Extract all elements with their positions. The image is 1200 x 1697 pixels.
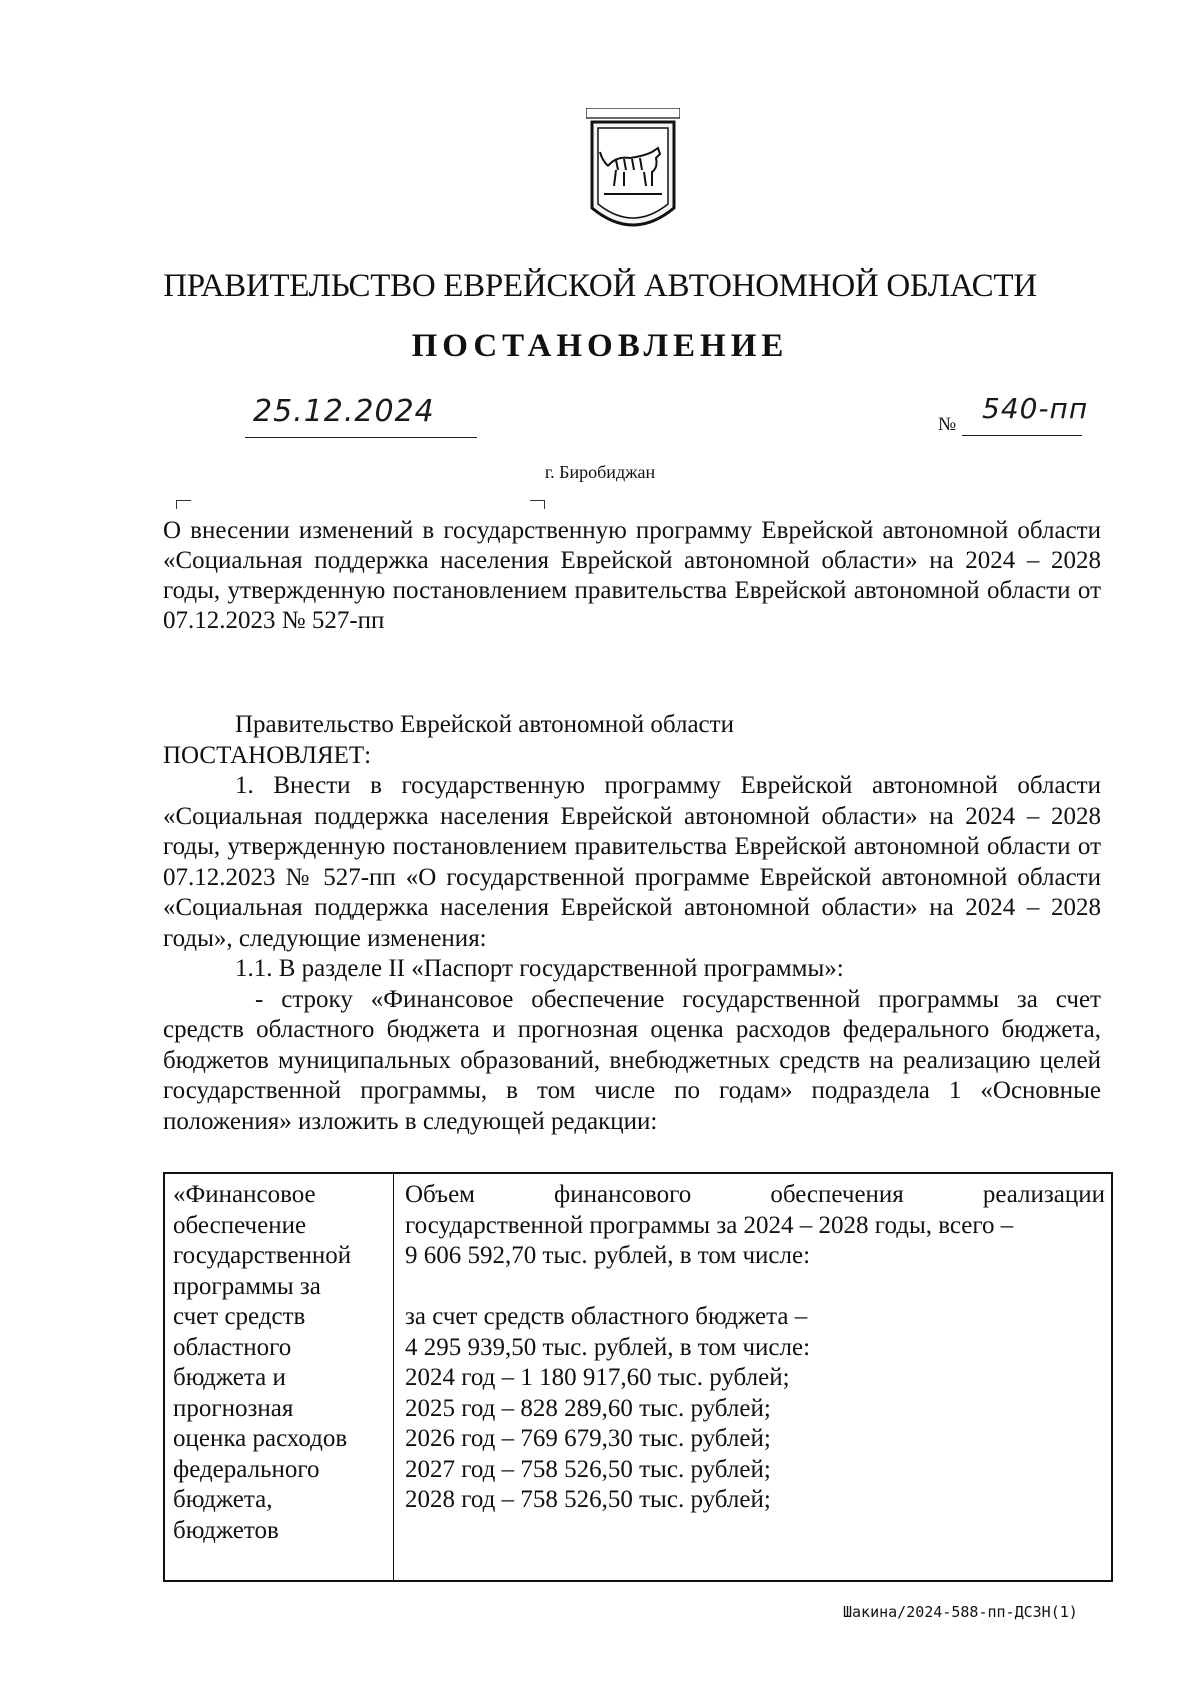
table-value-line: Объем финансового обеспечения реализации [405,1181,1105,1208]
date-underline [245,437,477,438]
city-name: г. Биробиджан [544,462,656,482]
table-label-line: обеспечение [173,1211,307,1239]
table-label-line: программы за [173,1272,321,1300]
document-body [163,710,1101,1137]
table-label-line: счет средств [173,1303,306,1330]
table-label-line: государственной [173,1242,352,1269]
table-year-line: 2026 год – 769 679,30 тыс. рублей; [405,1425,771,1452]
government-title: ПРАВИТЕЛЬСТВО ЕВРЕЙСКОЙ АВТОНОМНОЙ ОБЛАСТИ [163,268,1037,304]
body-resolves-line: ПОСТАНОВЛЯЕТ: [163,741,372,769]
corner-mark-left [176,500,191,509]
table-cell-value [405,1180,1105,1516]
date-field [245,396,477,438]
body-government-line: Правительство Еврейской автономной области [235,711,734,738]
table-cell-label [173,1180,385,1546]
table-label-line: оценка расходов [173,1425,348,1452]
tiger-coat-of-arms-icon [586,108,680,246]
number-sign: № [938,414,957,435]
handwritten-date: 25.12.2024 [253,394,435,429]
table-year-line: 2028 год – 758 526,50 тыс. рублей; [405,1486,771,1513]
table-value-line: 4 295 939,50 тыс. рублей, в том числе: [405,1333,811,1361]
financing-table [163,1172,1113,1582]
table-label-line: федерального [173,1455,320,1483]
table-year-line: 2027 год – 758 526,50 тыс. рублей; [405,1455,771,1483]
document-subject: О внесении изменений в государственную программу Еврейской автономной области «Социальная поддержка населения Еврейской автономной области» на 2024 – 2028 годы, утвержденную постановлением правительства Еврейской автономной области от 07.12.2023 № 527-пп [163,517,1101,634]
table-value-line: государственной программы за 2024 – 2028 годы, всего – [405,1211,1014,1239]
body-item-1: 1. Внести в государственную программу Еврейской автономной области «Социальная поддержка населения Еврейской автономной области» на 2024 – 2028 годы, утвержденную постановлением правительства Еврейской автономной области от 07.12.2023 № 527-пп «О государственной программе Еврейской автономной области «Социальная поддержка населения Еврейской автономной области» на 2024 – 2028 годы», следующие изменения: [163,772,1101,952]
table-value-line: за счет средств областного бюджета – [405,1303,808,1330]
table-column-divider [393,1174,394,1580]
number-underline [962,435,1082,436]
table-label-line: бюджета и [173,1364,286,1391]
body-item-1-1-text: - строку «Финансовое обеспечение государственной программы за счет средств областного бюджета и прогнозная оценка расходов федерального бюджета, бюджетов муниципальных образований, внебюджетных средств на реализацию целей государственной программы, в том числе по годам» подраздела 1 «Основные положения» изложить в следующей редакции: [163,985,1101,1135]
number-field [962,392,1089,436]
document-type: ПОСТАНОВЛЕНИЕ [411,328,789,364]
table-value-line: 9 606 592,70 тыс. рублей, в том числе: [405,1242,811,1269]
table-label-line: бюджетов [173,1516,279,1544]
footer-reference: Шакина/2024-588-пп-ДСЗН(1) [843,1603,1078,1621]
table-label-line: бюджета, [173,1486,273,1513]
table-year-line: 2025 год – 828 289,60 тыс. рублей; [405,1394,771,1422]
table-year-line: 2024 год – 1 180 917,60 тыс. рублей; [405,1364,790,1391]
corner-mark-right [530,500,545,509]
table-label-line: областного [173,1333,292,1361]
table-blank-line [405,1272,1105,1303]
handwritten-number: 540-пп [982,392,1089,425]
table-label-line: прогнозная [173,1394,294,1422]
table-label-line: «Финансовое [173,1181,316,1208]
body-item-1-1: 1.1. В разделе II «Паспорт государственной программы»: [235,955,844,982]
